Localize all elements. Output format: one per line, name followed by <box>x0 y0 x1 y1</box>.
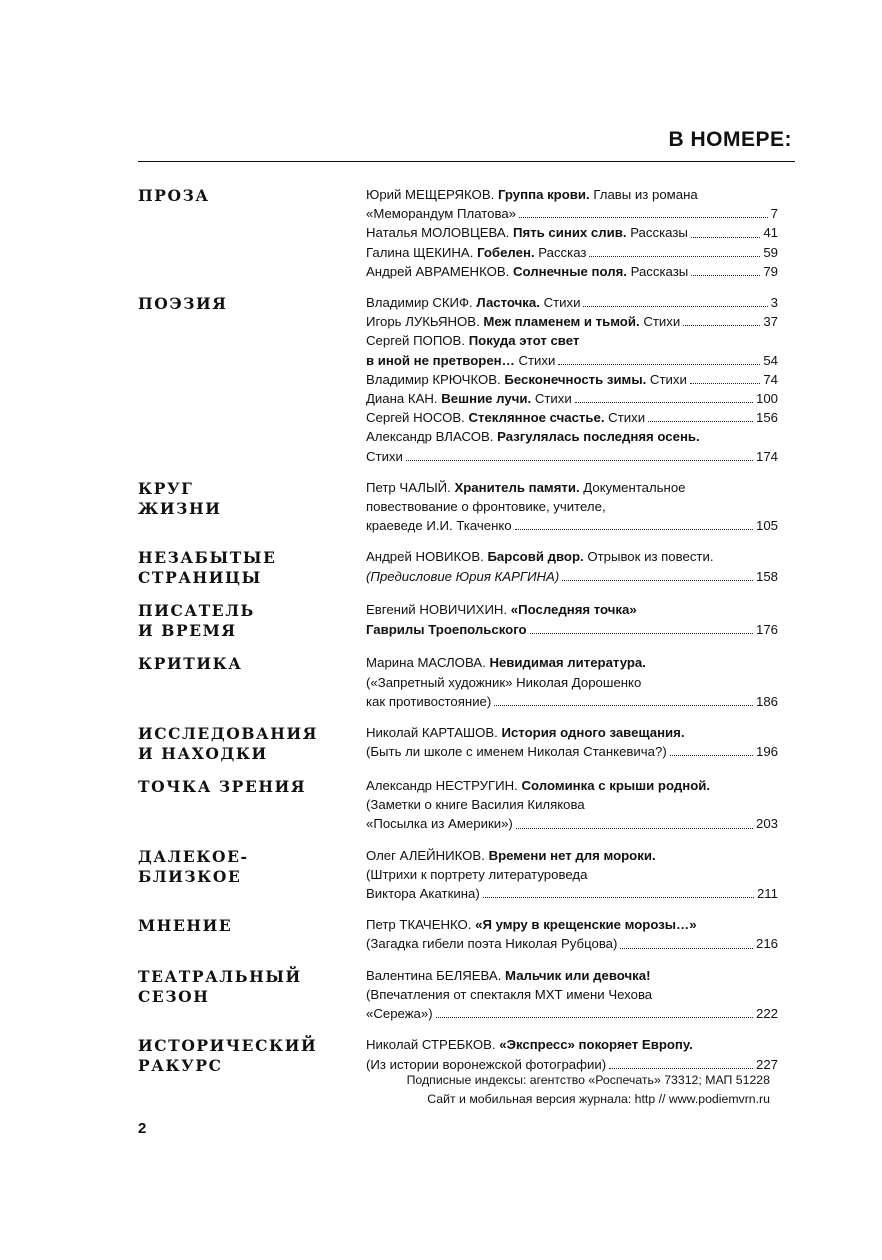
toc-entry <box>366 331 778 369</box>
entry-line <box>366 547 778 566</box>
entry-title: «Я умру в крещенские морозы…» <box>475 917 697 933</box>
entry-line <box>366 243 778 262</box>
toc-entry <box>366 427 778 465</box>
entry-note: (Штрихи к портрету литературоведа <box>366 866 588 882</box>
entry-page-number: 41 <box>763 225 778 241</box>
website-text: Сайт и мобильная версия журнала: http // www.podiemvrn.ru <box>427 1092 770 1106</box>
entry-line <box>366 351 778 370</box>
toc-section <box>138 723 778 764</box>
entry-title: Гобелен. <box>477 244 535 260</box>
dot-leader <box>589 256 760 257</box>
dot-leader <box>558 364 760 365</box>
entry-title: Разгулялась последняя осень. <box>497 429 700 445</box>
entry-note: (Из истории воронежской фотографии) <box>366 1056 607 1072</box>
entry-line <box>366 865 778 884</box>
entry-author: Диана КАН. <box>366 391 438 407</box>
toc-entry <box>366 408 778 427</box>
toc-section <box>138 915 778 953</box>
page-number: 2 <box>138 1120 147 1137</box>
dot-leader <box>648 421 753 422</box>
toc-entry <box>366 600 778 638</box>
entry-title: Меж пламенем и тьмой. <box>483 314 640 330</box>
toc-entry <box>366 262 778 281</box>
section-entries <box>366 915 778 953</box>
toc-section <box>138 293 778 466</box>
entry-note: Рассказы <box>630 263 689 279</box>
entry-author: Петр ЧАЛЫЙ. <box>366 479 451 495</box>
dot-leader <box>620 948 753 949</box>
section-entries <box>366 966 778 1024</box>
entry-line <box>366 600 778 619</box>
entry-title: Гаврилы Троепольского <box>366 621 527 637</box>
entry-line <box>366 966 778 985</box>
table-of-contents <box>138 185 778 1088</box>
toc-section <box>138 966 778 1024</box>
section-entries <box>366 723 778 764</box>
section-heading: ИССЛЕДОВАНИЯ И НАХОДКИ <box>138 724 319 764</box>
dot-leader <box>690 383 761 384</box>
entry-author: Евгений НОВИЧИХИН. <box>366 602 508 618</box>
dot-leader <box>436 1017 753 1018</box>
entry-author: Валентина БЕЛЯЕВА. <box>366 967 502 983</box>
entry-note: Документальное <box>583 479 686 495</box>
dot-leader <box>562 580 753 581</box>
dot-leader <box>609 1068 753 1069</box>
entry-note: «Меморандум Платова» <box>366 206 516 222</box>
toc-entry <box>366 653 778 711</box>
page-header-title: В НОМЕРЕ: <box>668 128 792 151</box>
entry-title: Группа крови. <box>497 187 590 202</box>
toc-entry <box>366 478 778 536</box>
dot-leader <box>683 325 760 326</box>
entry-author: Юрий МЕЩЕРЯКОВ. <box>366 187 495 202</box>
dot-leader <box>516 828 753 829</box>
subscription-index-text: Подписные индексы: агентство «Роспечать» 73312; МАП 51228 <box>406 1073 770 1087</box>
entry-line <box>366 262 778 281</box>
entry-page-number: 186 <box>755 693 778 709</box>
entry-page-number: 37 <box>763 314 778 330</box>
section-entries <box>366 846 778 904</box>
entry-note: Главы из романа <box>593 187 698 202</box>
entry-page-number: 54 <box>763 352 778 368</box>
entry-line <box>366 408 778 427</box>
entry-note: повествование о фронтовике, учителе, <box>366 499 606 515</box>
entry-title: Ласточка. <box>476 295 540 311</box>
entry-page-number: 196 <box>755 744 778 760</box>
entry-title: Покуда этот свет <box>468 333 580 349</box>
entry-author: Наталья МОЛОВЦЕВА. <box>366 225 510 241</box>
entry-page-number: 158 <box>755 568 778 584</box>
entry-title: Пять синих слив. <box>513 225 627 241</box>
entry-page-number: 74 <box>763 371 778 387</box>
entry-line <box>366 723 778 742</box>
entry-page-number: 79 <box>763 263 778 279</box>
entry-note: Стихи <box>643 314 681 330</box>
dot-leader <box>691 275 760 276</box>
entry-line <box>366 653 778 672</box>
toc-entry <box>366 389 778 408</box>
entry-line <box>366 776 778 795</box>
entry-title: Мальчик или девочка! <box>505 967 651 983</box>
entry-page-number: 59 <box>763 244 778 260</box>
entry-line <box>366 934 778 953</box>
entry-page-number: 216 <box>755 936 778 952</box>
section-entries <box>366 185 778 281</box>
entry-title: в иной не претворен… <box>366 352 515 368</box>
entry-note: «Посылка из Америки») <box>366 816 513 832</box>
section-entries <box>366 653 778 711</box>
dot-leader <box>483 897 754 898</box>
entry-line <box>366 1004 778 1023</box>
entry-author: Сергей ПОПОВ. <box>366 333 466 349</box>
toc-entry <box>366 243 778 262</box>
entry-title: Бесконечность зимы. <box>504 371 647 387</box>
section-heading: ТЕАТРАЛЬНЫЙ СЕЗОН <box>138 966 302 1006</box>
entry-note: Отрывок из повести. <box>587 549 714 565</box>
entry-title: Времени нет для мороки. <box>488 847 656 863</box>
toc-section <box>138 776 778 834</box>
entry-author: Александр НЕСТРУГИН. <box>366 778 518 794</box>
section-entries <box>366 600 778 641</box>
entry-line <box>366 814 778 833</box>
entry-note: (Впечатления от спектакля МХТ имени Чехова <box>366 986 653 1002</box>
section-heading: ПИСАТЕЛЬ И ВРЕМЯ <box>138 601 255 641</box>
entry-title: Вешние лучи. <box>441 391 532 407</box>
toc-entry <box>366 1035 778 1073</box>
subscription-footer <box>407 1071 770 1109</box>
entry-author: Александр ВЛАСОВ. <box>366 429 494 445</box>
entry-author: Петр ТКАЧЕНКО. <box>366 917 472 933</box>
entry-author: Андрей НОВИКОВ. <box>366 549 484 565</box>
entry-line <box>366 204 778 223</box>
entry-page-number: 174 <box>755 448 778 464</box>
section-entries <box>366 478 778 536</box>
entry-note: Стихи <box>649 371 687 387</box>
entry-title: Хранитель памяти. <box>454 479 580 495</box>
entry-author: Николай КАРТАШОВ. <box>366 725 498 741</box>
entry-note: (Быть ли школе с именем Николая Станкевича?) <box>366 744 667 760</box>
entry-note: как противостояние) <box>366 693 492 709</box>
entry-title: Солнечные поля. <box>513 263 627 279</box>
entry-line <box>366 795 778 814</box>
toc-entry <box>366 915 778 953</box>
entry-page-number: 100 <box>755 391 778 407</box>
entry-line <box>366 370 778 389</box>
entry-line <box>366 478 778 497</box>
entry-author: Марина МАСЛОВА. <box>366 655 486 671</box>
entry-author: Галина ЩЕКИНА. <box>366 244 474 260</box>
section-heading: ТОЧКА ЗРЕНИЯ <box>138 777 307 797</box>
entry-note: Стихи <box>518 352 556 368</box>
section-heading: ИСТОРИЧЕСКИЙ РАКУРС <box>138 1036 318 1076</box>
entry-line <box>366 985 778 1004</box>
entry-note: (Заметки о книге Василия Килякова <box>366 797 585 813</box>
entry-author: Николай СТРЕБКОВ. <box>366 1037 496 1053</box>
section-entries <box>366 293 778 466</box>
entry-line <box>366 223 778 242</box>
section-heading: КРИТИКА <box>138 654 243 674</box>
dot-leader <box>583 306 767 307</box>
entry-line <box>366 846 778 865</box>
entry-author: Владимир КРЮЧКОВ. <box>366 371 501 387</box>
header-divider <box>138 161 795 162</box>
entry-line <box>366 884 778 903</box>
toc-section <box>138 547 778 588</box>
entry-title: «Экспресс» покоряет Европу. <box>499 1037 693 1053</box>
entry-note: Виктора Акаткина) <box>366 886 480 902</box>
entry-line <box>366 1035 778 1054</box>
toc-section <box>138 478 778 536</box>
entry-page-number: 211 <box>756 886 778 902</box>
toc-entry <box>366 547 778 585</box>
entry-line <box>366 567 778 586</box>
entry-note: (Загадка гибели поэта Николая Рубцова) <box>366 936 618 952</box>
entry-italic-note: (Предисловие Юрия КАРГИНА) <box>366 568 560 584</box>
entry-line <box>366 389 778 408</box>
entry-note: Стихи <box>543 295 581 311</box>
section-heading: ПОЭЗИЯ <box>138 294 228 314</box>
dot-leader <box>530 633 753 634</box>
entry-line <box>366 915 778 934</box>
entry-page-number: 156 <box>755 410 778 426</box>
entry-note: «Сережа») <box>366 1006 433 1022</box>
entry-page-number: 203 <box>755 816 778 832</box>
toc-entry <box>366 776 778 834</box>
toc-entry <box>366 223 778 242</box>
dot-leader <box>575 402 753 403</box>
toc-entry <box>366 312 778 331</box>
toc-section <box>138 600 778 641</box>
section-heading: МНЕНИЕ <box>138 916 233 936</box>
entry-author: Андрей АВРАМЕНКОВ. <box>366 263 510 279</box>
entry-line <box>366 185 778 204</box>
entry-title: История одного завещания. <box>501 725 685 741</box>
entry-note: Стихи <box>366 448 403 464</box>
entry-author: Игорь ЛУКЬЯНОВ. <box>366 314 480 330</box>
section-entries <box>366 547 778 588</box>
toc-entry <box>366 723 778 761</box>
section-heading: ДАЛЕКОЕ- БЛИЗКОЕ <box>138 846 249 886</box>
entry-line <box>366 516 778 535</box>
entry-page-number: 176 <box>755 621 778 637</box>
entry-line <box>366 331 778 350</box>
toc-section <box>138 185 778 281</box>
entry-page-number: 227 <box>755 1056 778 1072</box>
toc-entry <box>366 293 778 312</box>
entry-title: Соломинка с крыши родной. <box>521 778 711 794</box>
entry-author: Владимир СКИФ. <box>366 295 473 311</box>
entry-title: Стеклянное счастье. <box>468 410 605 426</box>
toc-section <box>138 653 778 711</box>
entry-note: краеведе И.И. Ткаченко <box>366 518 512 534</box>
entry-line <box>366 293 778 312</box>
entry-line <box>366 742 778 761</box>
section-heading: НЕЗАБЫТЫЕ СТРАНИЦЫ <box>138 548 277 588</box>
entry-note: Стихи <box>534 391 572 407</box>
entry-title: «Последняя точка» <box>510 602 637 618</box>
section-entries <box>366 776 778 834</box>
entry-page-number: 222 <box>755 1006 778 1022</box>
entry-page-number: 105 <box>755 518 778 534</box>
section-heading: КРУГ ЖИЗНИ <box>138 478 222 518</box>
toc-entry <box>366 966 778 1024</box>
entry-line <box>366 497 778 516</box>
entry-line <box>366 692 778 711</box>
dot-leader <box>515 529 753 530</box>
entry-page-number: 7 <box>770 206 778 222</box>
entry-note: Стихи <box>608 410 646 426</box>
entry-author: Олег АЛЕЙНИКОВ. <box>366 847 485 863</box>
entry-author: Сергей НОСОВ. <box>366 410 465 426</box>
toc-entry <box>366 370 778 389</box>
dot-leader <box>494 705 753 706</box>
toc-entry <box>366 846 778 904</box>
entry-line <box>366 427 778 446</box>
entry-line <box>366 673 778 692</box>
entry-title: Барсовй двор. <box>487 549 584 565</box>
dot-leader <box>406 460 753 461</box>
dot-leader <box>670 755 753 756</box>
entry-note: Рассказы <box>630 225 688 241</box>
entry-note: («Запретный художник» Николая Дорошенко <box>366 674 642 690</box>
dot-leader <box>519 217 768 218</box>
entry-line <box>366 620 778 639</box>
entry-note: Рассказ <box>538 244 587 260</box>
entry-title: Невидимая литература. <box>489 655 646 671</box>
toc-section <box>138 846 778 904</box>
section-heading: ПРОЗА <box>138 186 210 205</box>
toc-entry <box>366 185 778 223</box>
entry-line <box>366 447 778 466</box>
entry-line <box>366 312 778 331</box>
dot-leader <box>691 237 760 238</box>
entry-page-number: 3 <box>770 295 778 311</box>
